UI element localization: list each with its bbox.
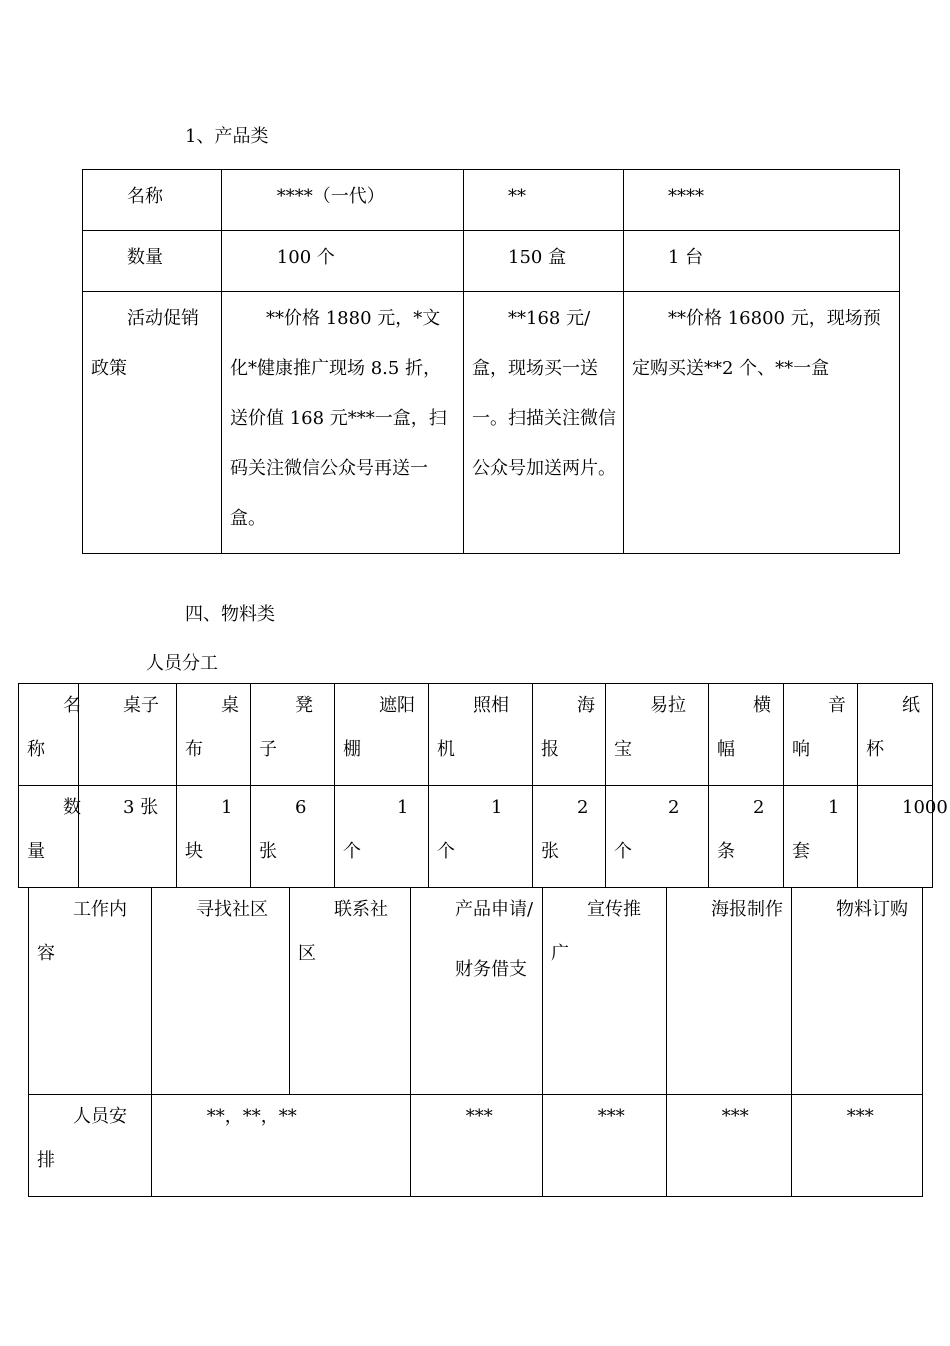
material-qty-tablecloth: 1 块 [177, 786, 251, 888]
staff-header-promo: 宣传推广 [543, 888, 667, 1095]
product-promo-1: **价格 1880 元，*文化*健康推广现场 8.5 折，送价值 168 元***一盒，扫码关注微信公众号再送一盒。 [222, 292, 464, 554]
material-qty-label: 数量 [19, 786, 79, 888]
material-header-canopy: 遮阳棚 [335, 684, 429, 786]
material-qty-cup: 1000 [858, 786, 933, 888]
product-qty-2: 150 盒 [464, 231, 624, 292]
material-qty-stool: 6 张 [251, 786, 335, 888]
product-promo-label: 活动促销政策 [83, 292, 222, 554]
staff-assign-5: *** [792, 1095, 923, 1197]
staff-header-finance: 财务借支 [455, 959, 527, 980]
section-title-product: 1、产品类 [185, 126, 269, 147]
material-header-tablecloth: 桌布 [177, 684, 251, 786]
product-name-1: ****（一代） [222, 170, 464, 231]
material-header-cup: 纸杯 [858, 684, 933, 786]
material-qty-table: 3 张 [79, 786, 177, 888]
material-header-banner: 横幅 [709, 684, 784, 786]
product-name-2: ** [464, 170, 624, 231]
material-header-table: 桌子 [79, 684, 177, 786]
material-header-stool: 凳子 [251, 684, 335, 786]
product-name-3: **** [624, 170, 900, 231]
staff-assign-2: *** [411, 1095, 543, 1197]
staff-assign-1: **，**，** [152, 1095, 411, 1197]
staff-assign-3: *** [543, 1095, 667, 1197]
product-name-label: 名称 [83, 170, 222, 231]
staff-row-label: 人员安排 [29, 1095, 152, 1197]
staff-header-purchase: 物料订购 [792, 888, 923, 1095]
staff-assign-4: *** [667, 1095, 792, 1197]
product-table [82, 169, 900, 554]
product-qty-3: 1 台 [624, 231, 900, 292]
material-qty-banner: 2 条 [709, 786, 784, 888]
staff-header-contact: 联系社区 [290, 888, 411, 1095]
staff-header-poster: 海报制作 [667, 888, 792, 1095]
product-promo-3: **价格 16800 元，现场预定购买送**2 个、**一盒 [624, 292, 900, 554]
material-header-name: 名称 [19, 684, 79, 786]
staff-header-find: 寻找社区 [152, 888, 290, 1095]
material-table [18, 683, 948, 888]
staff-table [28, 887, 923, 1197]
staff-header-work: 工作内容 [29, 888, 152, 1095]
material-qty-speaker: 1 套 [784, 786, 858, 888]
product-qty-label: 数量 [83, 231, 222, 292]
material-qty-canopy: 1 个 [335, 786, 429, 888]
product-promo-2: **168 元/盒，现场买一送一。扫描关注微信公众号加送两片。 [464, 292, 624, 554]
material-header-rollup: 易拉宝 [606, 684, 709, 786]
section-title-material: 四、物料类 [185, 604, 275, 625]
material-qty-camera: 1 个 [429, 786, 533, 888]
product-qty-1: 100 个 [222, 231, 464, 292]
material-qty-rollup: 2 个 [606, 786, 709, 888]
material-qty-poster: 2 张 [533, 786, 606, 888]
material-header-camera: 照相机 [429, 684, 533, 786]
staff-header-apply-text: 产品申请/ [455, 899, 534, 920]
material-header-poster: 海报 [533, 684, 606, 786]
section-title-staff: 人员分工 [146, 653, 218, 674]
staff-header-apply [411, 888, 543, 1095]
material-header-speaker: 音响 [784, 684, 858, 786]
